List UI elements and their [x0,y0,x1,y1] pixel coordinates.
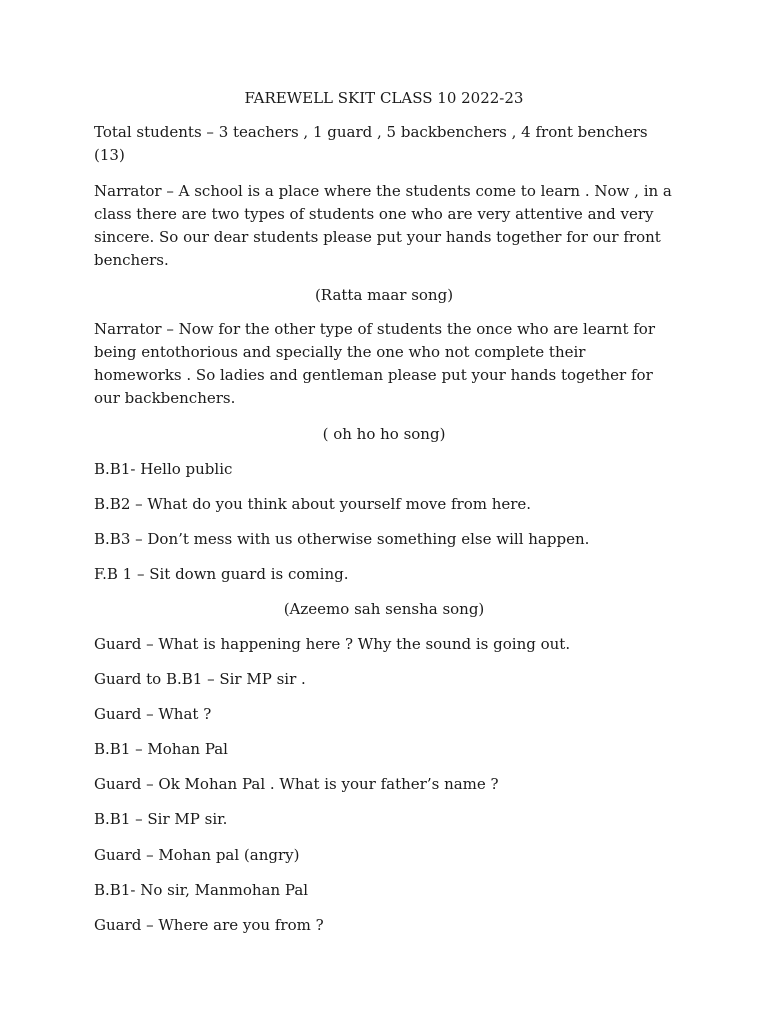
narrator-paragraph-1: Narrator – A school is a place where the students come to learn . Now , in a class there are two types of students one who are very attentive and very sincere. So our dear students please put your hands together for our front benchers. [94,182,672,269]
dialogue-line: B.B1- Hello public [94,460,233,478]
document-title: FAREWELL SKIT CLASS 10 2022-23 [244,89,524,107]
dialogue-line: Guard – What is happening here ? Why the sound is going out. [94,635,571,653]
dialogue-line: Guard to B.B1 – Sir MP sir . [94,670,306,688]
dialogue-line: B.B3 – Don’t mess with us otherwise something else will happen. [94,530,590,548]
narrator-paragraph-2: Narrator – Now for the other type of students the once who are learnt for being entothorious and specially the one who not complete their homeworks . So ladies and gentleman please put your hands together for our backbenchers. [94,320,656,407]
song-cue-azeemo-sah-sensha: (Azeemo sah sensha song) [283,600,485,618]
song-cue-oh-ho-ho: ( oh ho ho song) [322,425,446,443]
total-students-paragraph: Total students – 3 teachers , 1 guard , 5 backbenchers , 4 front benchers (13) [94,123,648,164]
dialogue-line: B.B2 – What do you think about yourself move from here. [94,495,532,513]
dialogue-line: Guard – Ok Mohan Pal . What is your father’s name ? [94,775,499,793]
dialogue-line: B.B1- No sir, Manmohan Pal [94,881,309,899]
dialogue-line: B.B1 – Mohan Pal [94,740,228,758]
dialogue-line: Guard – What ? [94,705,212,723]
dialogue-line: F.B 1 – Sit down guard is coming. [94,565,349,583]
dialogue-line: B.B1 – Sir MP sir. [94,810,228,828]
song-cue-ratta-maar: (Ratta maar song) [314,286,454,304]
dialogue-line: Guard – Mohan pal (angry) [94,846,300,864]
dialogue-line: Guard – Where are you from ? [94,916,324,934]
